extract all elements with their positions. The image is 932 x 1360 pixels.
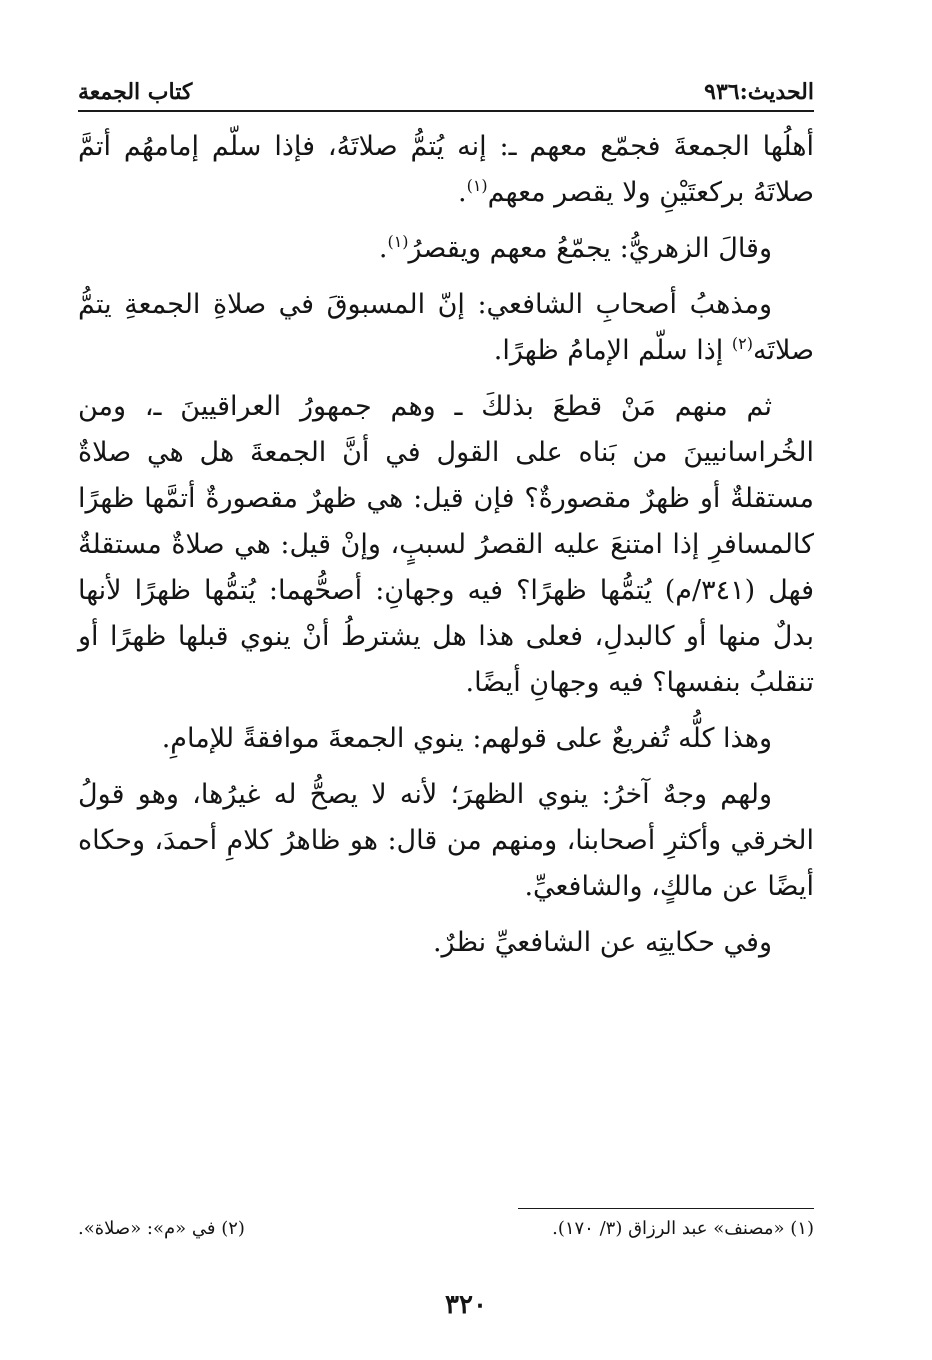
footnote-ref: (١) <box>387 232 409 251</box>
paragraph: أهلُها الجمعةَ فجمّع معهم ـ: إنه يُتمُّ صلاتَهُ، فإذا سلّم إمامهُم أتمَّ صلاتَهُ بركعتَيْنِ ولا يقصر معهم$^{(١)}$. <box>78 131 814 208</box>
page-number: ٣٢٠ <box>445 1290 487 1320</box>
paragraph: ولهم وجهٌ آخرُ: ينوي الظهرَ؛ لأنه لا يصحُّ له غيرُها، وهو قولُ الخرقي وأكثرِ أصحابنا، ومنهم من قال: هو ظاهرُ كلامِ أحمدَ، وحكاه أيضًا عن مالكٍ، والشافعيِّ. <box>78 779 814 902</box>
header-rule <box>78 110 814 112</box>
running-header <box>78 74 814 110</box>
paragraph: وقالَ الزهريُّ: يجمّعُ معهم ويقصرُ$^{(١)}$. <box>378 232 772 264</box>
footnote-ref: (٢) <box>731 334 753 353</box>
paragraph: ومذهبُ أصحابِ الشافعي: إنّ المسبوقَ في صلاةِ الجمعةِ يتمُّ صلاتَه$^{(٢)}$ إذا سلّم الإمامُ ظهرًا. <box>78 289 814 366</box>
footnote-rule <box>518 1208 814 1209</box>
paragraph: وفي حكايتِه عن الشافعيِّ نظرٌ. <box>432 927 772 958</box>
book-title: كتاب الجمعة <box>78 79 193 105</box>
main-text <box>78 124 814 966</box>
hadith-number: الحديث:٩٣٦ <box>704 79 814 105</box>
paragraph: وهذا كلُّه تُفريعٌ على قولهم: ينوي الجمعةَ موافقةً للإمامِ. <box>161 723 772 754</box>
footnote-ref: (١) <box>466 176 488 195</box>
footnote-2: (٢) في «م»: «صلاة». <box>78 1218 245 1239</box>
footnotes <box>78 1214 814 1244</box>
footnote-1: (١) «مصنف» عبد الرزاق (٣/ ١٧٠). <box>552 1218 814 1239</box>
paragraph: ثم منهم مَنْ قطعَ بذلكَ ـ وهم جمهورُ العراقيينَ ـ، ومن الخُراسانيينَ من بَناه على القول في أنَّ الجمعةَ هل هي صلاةٌ مستقلةٌ أو ظهرٌ مقصورةٌ؟ فإن قيل: هي ظهرٌ مقصورةٌ أتمَّها ظهرًا كالمسافرِ إذا امتنعَ عليه القصرُ لسببٍ، وإنْ قيل: هي صلاةٌ مستقلةٌ فهل (٣٤١/م) يُتمُّها ظهرًا؟ فيه وجهانِ: أصحُّهما: يُتمُّها ظهرًا لأنها بدلٌ منها أو كالبدلِ، فعلى هذا هل يشترطُ أنْ ينوي قبلها ظهرًا أو تنقلبُ بنفسها؟ فيه وجهانِ أيضًا. <box>78 391 814 698</box>
